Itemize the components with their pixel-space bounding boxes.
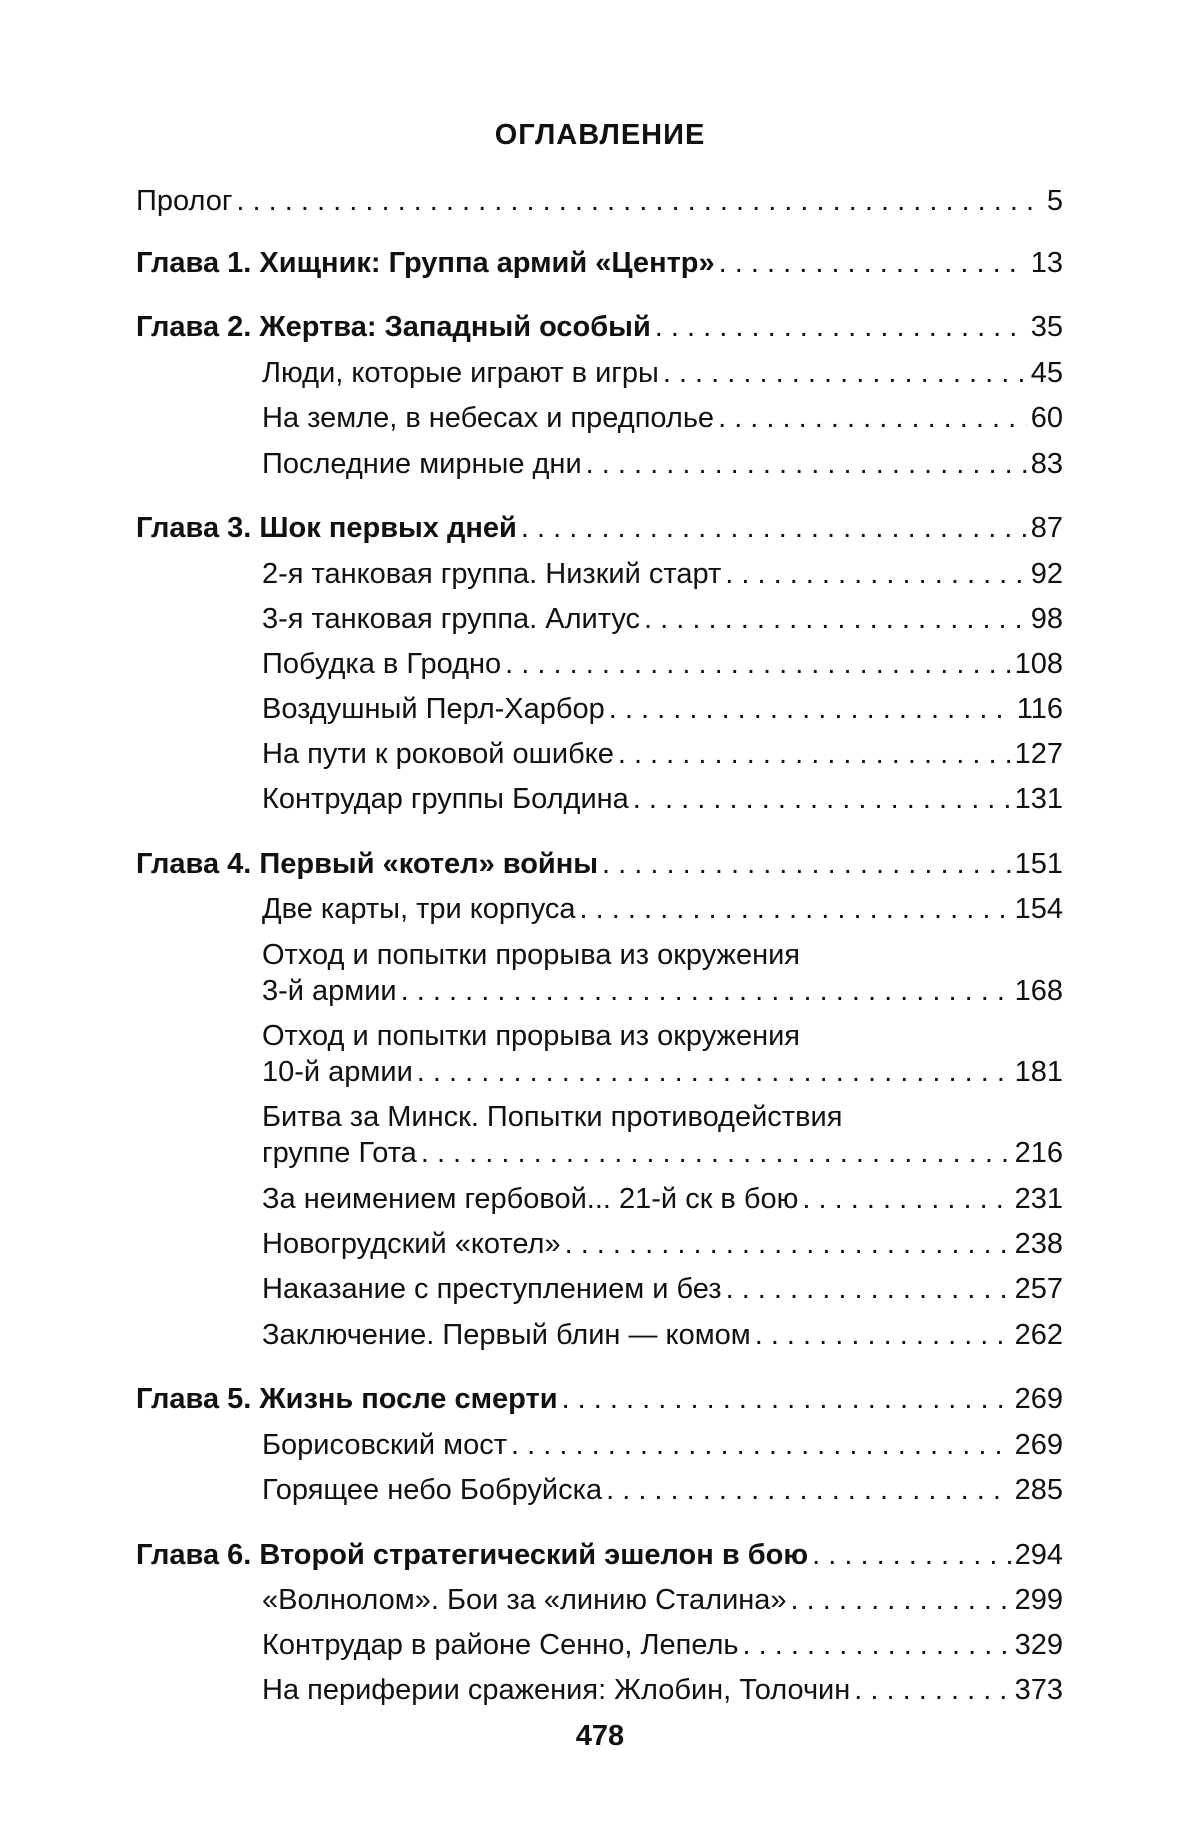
toc-entry-page: 151 <box>1014 848 1063 880</box>
toc-entry-label: Горящее небо Бобруйска <box>262 1474 603 1506</box>
dot-leader <box>755 1317 1011 1353</box>
toc-chapter-4 <box>136 846 1063 882</box>
toc-entry-label: На периферии сражения: Жлобин, Толочин <box>262 1674 851 1706</box>
dot-leader <box>663 355 1027 391</box>
toc-entry-page: 154 <box>1014 893 1063 925</box>
toc-entry-label: Последние мирные дни <box>262 448 582 480</box>
toc-entry-page: 127 <box>1014 738 1063 770</box>
toc-entry-label: Глава 2. Жертва: Западный особый <box>136 311 651 343</box>
dot-leader <box>854 1672 1010 1708</box>
toc-chapter-5 <box>136 1381 1063 1417</box>
toc-entry-label: Глава 6. Второй стратегический эшелон в бою <box>136 1539 809 1571</box>
toc-section <box>262 1427 1063 1463</box>
toc-section <box>262 781 1063 817</box>
toc-entry-page: 108 <box>1014 648 1063 680</box>
dot-leader <box>602 846 1011 882</box>
toc-entry-label: Глава 3. Шок первых дней <box>136 512 517 544</box>
dot-leader <box>401 973 1011 1009</box>
toc-entry-page: 92 <box>1030 558 1063 590</box>
toc-entry-page: 45 <box>1030 357 1063 389</box>
toc-entry-label: Глава 1. Хищник: Группа армий «Центр» <box>136 247 715 279</box>
toc-entry-label: Две карты, три корпуса <box>262 893 576 925</box>
toc-entry-page: 373 <box>1014 1674 1063 1706</box>
toc-entry-page: 216 <box>1014 1137 1063 1169</box>
dot-leader <box>644 601 1027 637</box>
dot-leader <box>417 1054 1011 1090</box>
toc-section <box>262 1181 1063 1217</box>
dot-leader <box>586 446 1027 482</box>
toc-entry-label-continued: 10-й армии <box>262 1056 413 1088</box>
toc-section <box>262 601 1063 637</box>
toc-entry-label: 3-я танковая группа. Алитус <box>262 603 641 635</box>
toc-entry-page: 269 <box>1014 1429 1063 1461</box>
toc-entry-page: 181 <box>1014 1056 1063 1088</box>
dot-leader <box>511 1427 1011 1463</box>
toc-entry-page: 269 <box>1014 1383 1063 1415</box>
toc-section <box>262 355 1063 391</box>
toc-entry-page: 257 <box>1014 1273 1063 1305</box>
toc-entry-label: На земле, в небесах и предполье <box>262 402 715 434</box>
toc-entry-page: 168 <box>1014 975 1063 1007</box>
dot-leader <box>562 1381 1011 1417</box>
toc-section <box>262 1672 1063 1708</box>
dot-leader <box>236 183 1042 219</box>
toc-chapter-2 <box>136 309 1063 345</box>
toc-section <box>262 400 1063 436</box>
toc-entry-page: 83 <box>1030 448 1063 480</box>
toc-section <box>262 1271 1063 1307</box>
toc-entry-label: Пролог <box>136 185 233 217</box>
toc-entry-label: На пути к роковой ошибке <box>262 738 614 770</box>
dot-leader <box>505 646 1010 682</box>
toc-entry-label-continued: 3-й армии <box>262 975 397 1007</box>
toc-entry-label: Битва за Минск. Попытки противодействия <box>262 1101 843 1133</box>
toc-entry-label: «Волнолом». Бои за «линию Сталина» <box>262 1584 787 1616</box>
toc-section <box>262 646 1063 682</box>
page-title: ОГЛАВЛЕНИЕ <box>494 119 706 151</box>
toc-entry-label: Наказание с преступлением и без <box>262 1273 722 1305</box>
dot-leader <box>718 400 1027 436</box>
toc-entry-prolog <box>136 183 1063 219</box>
toc-entry-label: Глава 5. Жизнь после смерти <box>136 1383 558 1415</box>
toc-entry-page: 13 <box>1030 247 1063 279</box>
toc-entry-label: Новогрудский «котел» <box>262 1228 561 1260</box>
toc-section <box>262 1472 1063 1508</box>
dot-leader <box>580 891 1011 927</box>
toc-entry-label: За неимением гербовой... 21-й ск в бою <box>262 1183 799 1215</box>
toc-section <box>262 736 1063 772</box>
toc-entry-page: 60 <box>1030 402 1063 434</box>
toc-section <box>262 1627 1063 1663</box>
toc-entry-page: 238 <box>1014 1228 1063 1260</box>
dot-leader <box>618 736 1011 772</box>
dot-leader <box>802 1181 1010 1217</box>
toc-section <box>262 1099 1063 1171</box>
toc-entry-page: 262 <box>1014 1319 1063 1351</box>
toc-entry-page: 98 <box>1030 603 1063 635</box>
toc-entry-label: Глава 4. Первый «котел» войны <box>136 848 599 880</box>
dot-leader <box>791 1582 1011 1618</box>
toc-section <box>262 1317 1063 1353</box>
toc-entry-label: Контрудар группы Болдина <box>262 783 629 815</box>
toc-section <box>262 446 1063 482</box>
dot-leader <box>609 691 1013 727</box>
dot-leader <box>565 1226 1011 1262</box>
toc-chapter-6 <box>136 1537 1063 1573</box>
dot-leader <box>743 1627 1011 1663</box>
dot-leader <box>606 1472 1011 1508</box>
toc-section <box>262 937 1063 1009</box>
toc-chapter-1 <box>136 245 1063 281</box>
dot-leader <box>812 1537 1011 1573</box>
toc-entry-label: Воздушный Перл-Харбор <box>262 693 605 725</box>
toc-entry-page: 87 <box>1030 512 1063 544</box>
toc-entry-label: Отход и попытки прорыва из окружения <box>262 939 800 971</box>
toc-section <box>262 1226 1063 1262</box>
toc-entry-label: Отход и попытки прорыва из окружения <box>262 1020 800 1052</box>
dot-leader <box>726 1271 1011 1307</box>
toc-entry-page: 294 <box>1014 1539 1063 1571</box>
toc-entry-page: 5 <box>1046 185 1063 217</box>
toc-entry-page: 116 <box>1016 693 1063 725</box>
dot-leader <box>521 510 1027 546</box>
toc-entry-label: Побудка в Гродно <box>262 648 502 680</box>
dot-leader <box>633 781 1011 817</box>
toc-entry-page: 35 <box>1030 311 1063 343</box>
toc-entry-page: 131 <box>1014 783 1063 815</box>
toc-section <box>262 1582 1063 1618</box>
toc-section <box>262 1018 1063 1090</box>
toc-section <box>262 556 1063 592</box>
toc-entry-label: 2-я танковая группа. Низкий старт <box>262 558 722 590</box>
dot-leader <box>421 1135 1011 1171</box>
toc-entry-label: Заключение. Первый блин — комом <box>262 1319 751 1351</box>
toc-entry-label: Борисовский мост <box>262 1429 508 1461</box>
toc-entry-page: 285 <box>1014 1474 1063 1506</box>
toc-entry-label: Люди, которые играют в игры <box>262 357 659 389</box>
toc-entry-label: Контрудар в районе Сенно, Лепель <box>262 1629 739 1661</box>
dot-leader <box>655 309 1027 345</box>
dot-leader <box>725 556 1027 592</box>
toc-section <box>262 691 1063 727</box>
toc-chapter-3 <box>136 510 1063 546</box>
dot-leader <box>719 245 1027 281</box>
toc-section <box>262 891 1063 927</box>
toc-entry-page: 231 <box>1014 1183 1063 1215</box>
page-number: 478 <box>575 1720 625 1752</box>
toc-entry-label-continued: группе Гота <box>262 1137 417 1169</box>
toc-entry-page: 329 <box>1014 1629 1063 1661</box>
toc-entry-page: 299 <box>1014 1584 1063 1616</box>
